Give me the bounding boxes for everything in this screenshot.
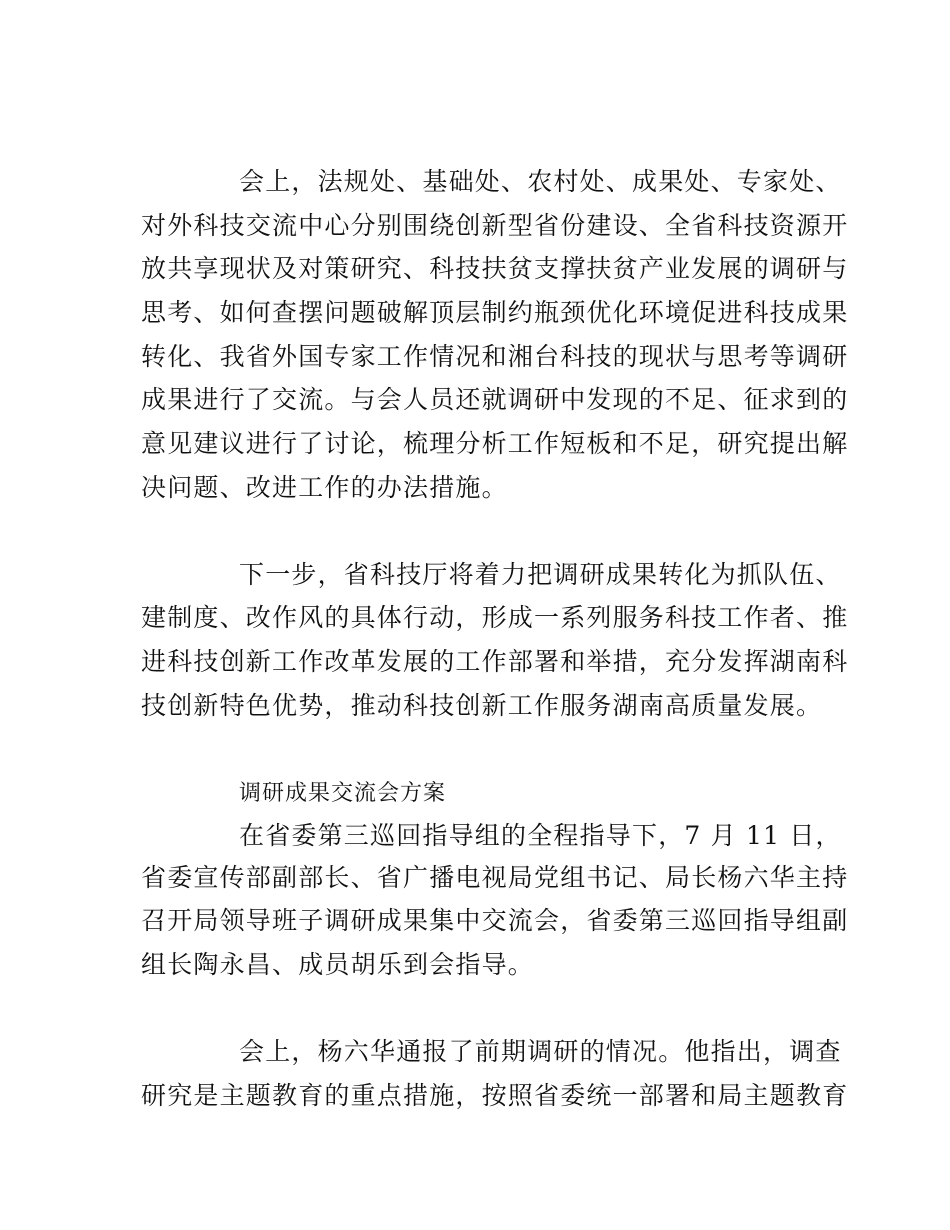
paragraph-4-line-1: 会上，杨六华通报了前期调研的情况。他指出，调查 [239,1037,842,1066]
paragraph-1-line-5: 转化、我省外国专家工作情况和湘台科技的现状与思考等调研 [141,342,849,371]
paragraph-2-line-3: 进科技创新工作改革发展的工作部署和举措，充分发挥湖南科 [141,647,849,676]
paragraph-2-line-4: 技创新特色优势，推动科技创新工作服务湖南高质量发展。 [141,691,823,720]
paragraph-3-line-1: 在省委第三巡回指导组的全程指导下，7 月 11 日， [239,821,842,850]
paragraph-3-line-2: 省委宣传部副部长、省广播电视局党组书记、局长杨六华主持 [141,863,849,892]
paragraph-3-line-3: 召开局领导班子调研成果集中交流会，省委第三巡回指导组副 [141,906,849,935]
paragraph-2-line-2: 建制度、改作风的具体行动，形成一系列服务科技工作者、推 [141,603,849,632]
paragraph-3-line-4: 组长陶永昌、成员胡乐到会指导。 [141,950,535,979]
section-heading: 调研成果交流会方案 [239,781,447,806]
paragraph-2-line-1: 下一步，省科技厅将着力把调研成果转化为抓队伍、 [239,560,842,589]
paragraph-1-line-6: 成果进行了交流。与会人员还就调研中发现的不足、征求到的 [141,385,849,414]
paragraph-1-line-2: 对外科技交流中心分别围绕创新型省份建设、全省科技资源开 [141,211,849,240]
paragraph-1-line-1: 会上，法规处、基础处、农村处、成果处、专家处、 [239,167,842,196]
paragraph-1-line-4: 思考、如何查摆问题破解顶层制约瓶颈优化环境促进科技成果 [141,298,849,327]
paragraph-1-line-8: 决问题、改进工作的办法措施。 [141,473,508,502]
paragraph-1-line-3: 放共享现状及对策研究、科技扶贫支撑扶贫产业发展的调研与 [141,254,849,283]
paragraph-4-line-2: 研究是主题教育的重点措施，按照省委统一部署和局主题教育 [141,1081,849,1110]
paragraph-1-line-7: 意见建议进行了讨论，梳理分析工作短板和不足，研究提出解 [141,429,849,458]
